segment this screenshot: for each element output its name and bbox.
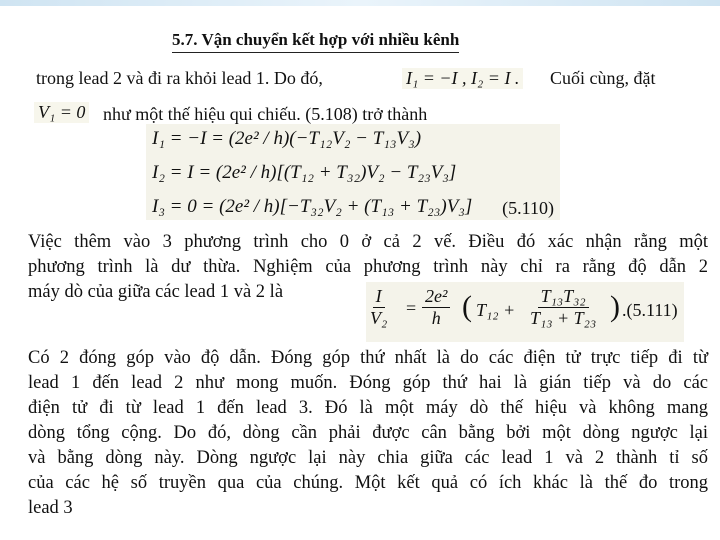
intro-text-1a: trong lead 2 và đi ra khỏi lead 1. Do đó, xyxy=(36,68,323,88)
equation-block-5110 xyxy=(146,124,560,220)
equation-1: I₁ = −I = (2e² / h)(−T₁₂V₂ − T₁₃V₃) xyxy=(152,128,422,149)
right-paren: ) xyxy=(610,290,620,323)
formula-5111 xyxy=(366,282,684,342)
slide-title: 5.7. Vận chuyển kết hợp với nhiều kênh xyxy=(172,30,460,49)
lhs-numerator: I xyxy=(373,286,385,308)
inner-denominator: T₁₃ + T₂₃ xyxy=(530,308,597,328)
formula-v1-zero: V₁ = 0 xyxy=(34,102,89,123)
equation-label-5110: (5.110) xyxy=(502,198,554,218)
formula-currents: I₁ = −I , I₂ = I . xyxy=(402,68,523,89)
paragraph-3-line-7: lead 3 xyxy=(28,498,73,518)
lhs-denominator: V₂ xyxy=(370,308,388,328)
intro-text-1b: Cuối cùng, đặt xyxy=(550,68,656,88)
equation-label-5111: .(5.111) xyxy=(622,300,678,320)
left-paren: ( xyxy=(462,290,472,323)
term-t12: T₁₂ + xyxy=(476,300,516,320)
equation-3: I₃ = 0 = (2e² / h)[−T₃₂V₂ + (T₁₃ + T₂₃)V₃] xyxy=(152,196,473,217)
intro-text-2: như một thế hiệu qui chiếu. (5.108) trở thành xyxy=(103,104,428,124)
paragraph-3-line-4: dòng tổng cộng. Do đó, dòng cần phải được cân bằng bởi một dòng ngược lại xyxy=(28,423,708,443)
inner-fraction xyxy=(530,286,596,329)
equation-2: I₂ = I = (2e² / h)[(T₁₂ + T₃₂)V₂ − T₂₃V₃] xyxy=(152,162,457,183)
paragraph-3-line-3: điện tử đi từ lead 1 đến lead 3. Đó là một máy dò thế hiệu và không mang xyxy=(28,398,708,418)
paragraph-3-line-2: lead 1 đến lead 2 như mong muốn. Đóng góp thứ hai là gián tiếp và do các xyxy=(28,373,708,393)
paragraph-2-line-2: phương trình là dư thừa. Nghiệm của phương trình này chỉ ra rằng độ dẫn 2 xyxy=(28,257,708,277)
coef-fraction xyxy=(422,286,450,329)
coef-numerator: 2e² xyxy=(422,286,450,308)
top-decoration-bar xyxy=(0,0,720,6)
lhs-fraction xyxy=(370,286,387,329)
paragraph-3-line-1: Có 2 đóng góp vào độ dẫn. Đóng góp thứ nhất là do các điện tử trực tiếp đi từ xyxy=(28,348,708,368)
inner-numerator: T₁₃T₃₂ xyxy=(538,286,589,308)
paragraph-3-line-6: của các hệ số truyền qua của chúng. Một kết quả có ích khác là thế đo trong xyxy=(28,473,708,493)
paragraph-2-line-1: Việc thêm vào 3 phương trình cho 0 ở cả 2 vế. Điều đó xác nhận rằng một xyxy=(28,232,708,252)
paragraph-2-line-3: máy dò của giữa các lead 1 và 2 là xyxy=(28,282,284,302)
paragraph-3-line-5: và bằng dòng này. Dòng ngược lại này chia giữa các lead 1 và 2 thành tỉ số xyxy=(28,448,708,468)
equals-sign: = xyxy=(406,298,417,318)
coef-denominator: h xyxy=(431,308,441,328)
paragraph-3 xyxy=(28,346,708,521)
